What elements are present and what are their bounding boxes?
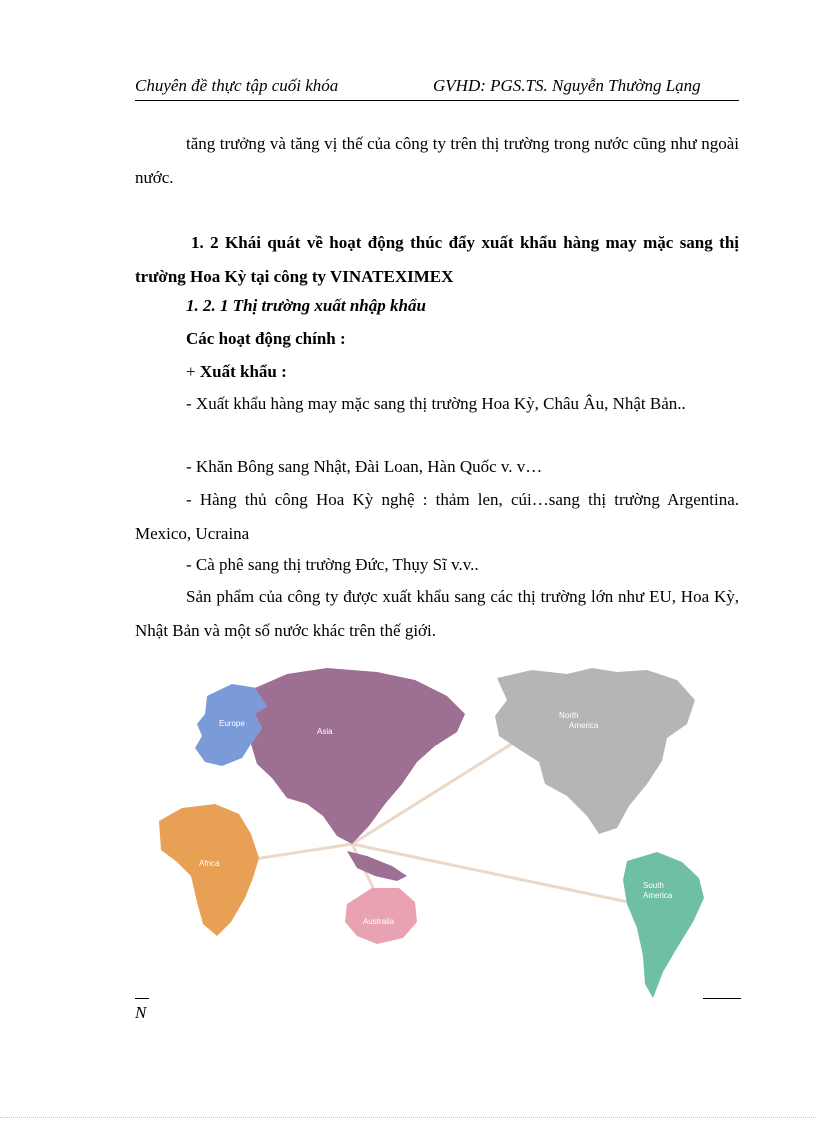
page-bottom-border xyxy=(0,1117,816,1118)
section-title: 1. 2 Khái quát về hoạt động thúc đẩy xuất khẩu hàng may mặc sang thị trường Hoa Kỳ tại công ty VINATEXIMEX xyxy=(135,233,739,286)
map-label-europe: Europe xyxy=(219,719,245,728)
map-label-australia: Australia xyxy=(363,917,395,926)
southeast-asia-islands xyxy=(347,851,407,881)
world-map-svg xyxy=(147,666,704,1002)
world-map-image xyxy=(147,666,704,1002)
map-label-south-america-2: America xyxy=(643,891,673,900)
header-course-title: Chuyên đề thực tập cuối khóa xyxy=(135,76,339,95)
africa-shape xyxy=(159,804,259,936)
main-activities-heading: Các hoạt động chính : xyxy=(186,329,346,348)
list-item-towels: - Khăn Bông sang Nhật, Đài Loan, Hàn Quốc v. v… xyxy=(186,457,543,476)
subsection-title: 1. 2. 1 Thị trường xuất nhập khẩu xyxy=(186,296,426,315)
map-label-north-america-2: America xyxy=(569,721,599,730)
australia-shape xyxy=(345,888,417,944)
footer-mark: N xyxy=(135,1003,147,1022)
south-america-shape xyxy=(623,852,704,998)
header-supervisor: GVHD: PGS.TS. Nguyễn Thường Lạng xyxy=(433,76,701,95)
asia-shape xyxy=(251,668,465,844)
list-item-garments: - Xuất khẩu hàng may mặc sang thị trường Hoa Kỳ, Châu Âu, Nhật Bản.. xyxy=(186,394,686,413)
north-america-shape xyxy=(495,668,695,834)
map-label-south-america-1: South xyxy=(643,881,664,890)
summary-paragraph: Sản phẩm của công ty được xuất khẩu sang các thị trường lớn như EU, Hoa Kỳ, Nhật Bản và một số nước khác trên thế giới. xyxy=(135,587,739,640)
list-item-handicrafts: - Hàng thủ công Hoa Kỳ nghệ : thảm len, cúi…sang thị trường Argentina. Mexico, Ucraina xyxy=(135,490,739,543)
export-label: + Xuất khẩu : xyxy=(186,362,287,381)
paragraph-continuation: tăng trưởng và tăng vị thế của công ty trên thị trường trong nước cũng như ngoài nước. xyxy=(135,134,739,187)
map-label-asia: Asia xyxy=(317,727,333,736)
list-item-coffee: - Cà phê sang thị trường Đức, Thụy Sĩ v.v.. xyxy=(186,555,479,574)
map-label-africa: Africa xyxy=(199,859,220,868)
header-rule xyxy=(135,100,739,101)
footer-right-rule xyxy=(703,998,741,999)
map-label-north-america-1: North xyxy=(559,711,579,720)
footer-left-rule xyxy=(135,998,149,999)
